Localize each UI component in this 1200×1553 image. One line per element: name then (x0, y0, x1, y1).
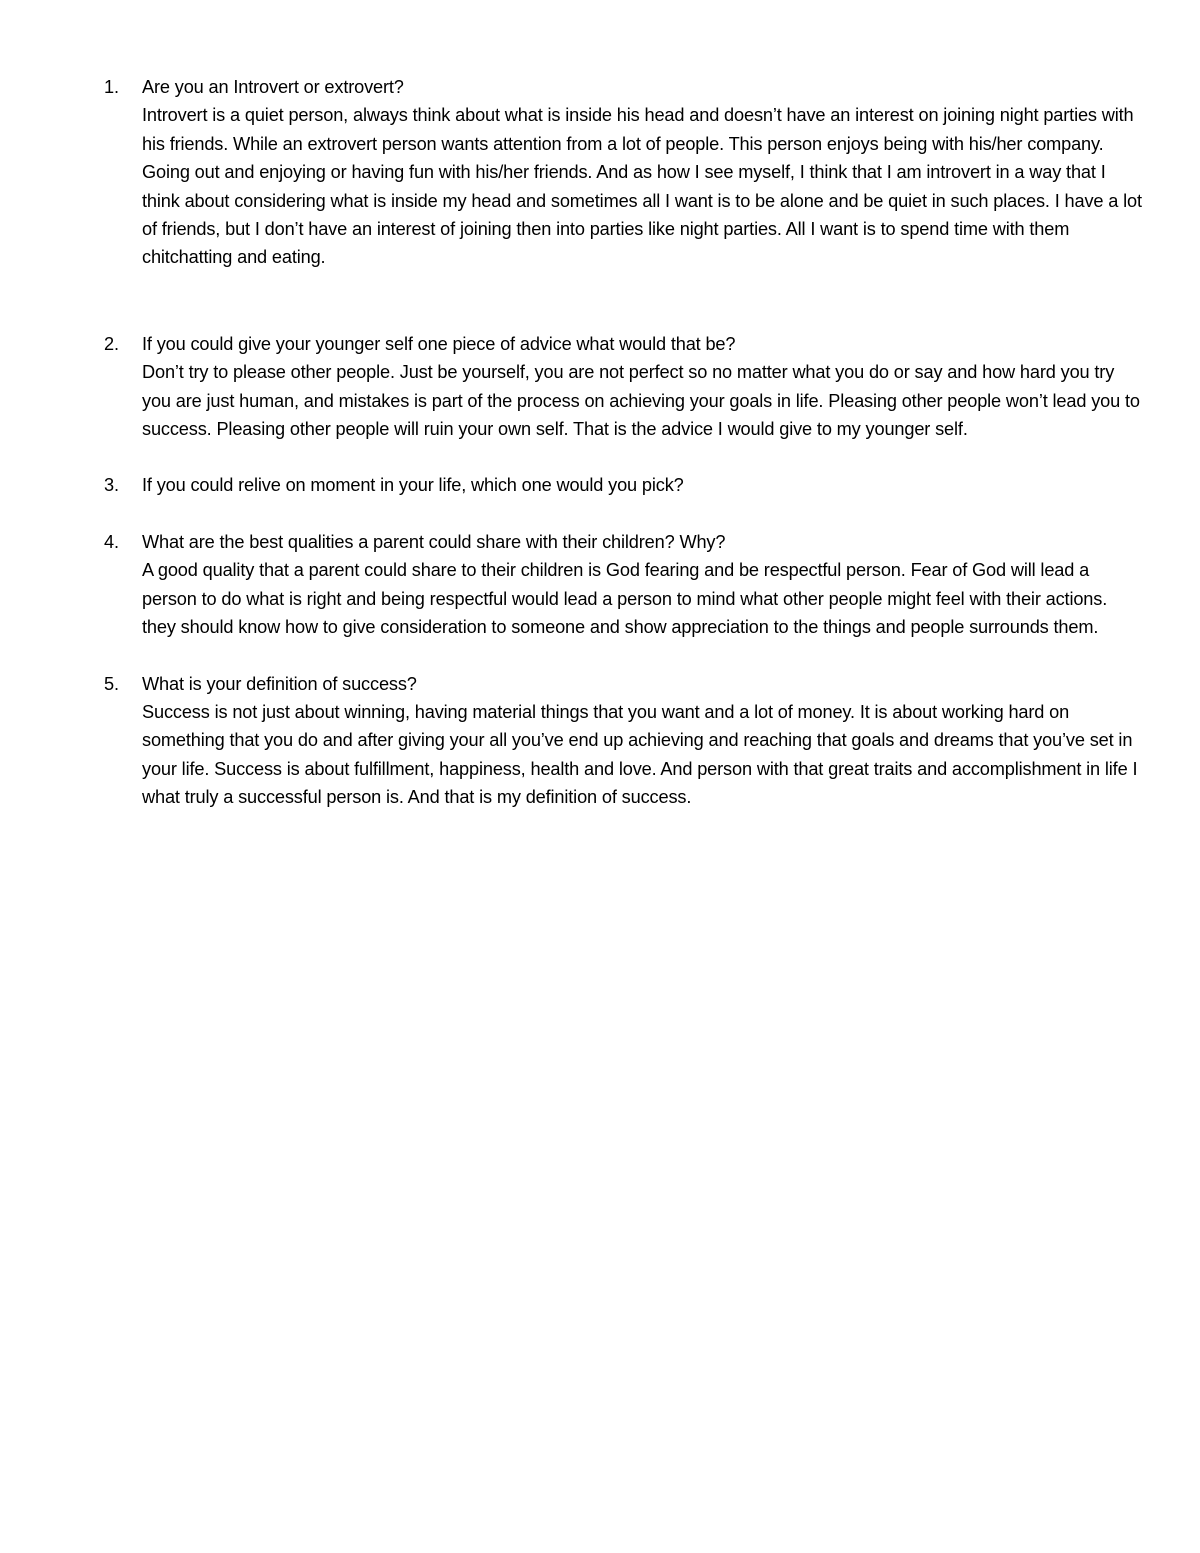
question-text: What is your definition of success? (142, 673, 417, 694)
question-text: If you could give your younger self one piece of advice what would that be? (142, 333, 736, 354)
list-item (104, 471, 1144, 499)
question-number: 2. (104, 333, 119, 354)
question-list (104, 73, 1144, 812)
question-body (142, 528, 1144, 642)
question-number: 1. (104, 77, 119, 97)
question-number: 3. (104, 475, 119, 496)
answer-text: Don’t try to please other people. Just be yourself, you are not perfect so no matter what you do or say and how hard you try you are just human, and mistakes is part of the process on achieving your goals in life. Pleasing other people won’t lead you to success. Pleasing other people will ruin your own self. That is the advice I would give to my younger self. (142, 362, 1140, 440)
list-item (104, 330, 1144, 444)
list-item (104, 670, 1144, 812)
spacer (104, 500, 1144, 528)
question-text: Are you an Introvert or extrovert? (142, 77, 404, 97)
answer-text: A good quality that a parent could share to their children is God fearing and be respectful person. Fear of God will lead a person to do what is right and being respectful would lead a person to mind what other people might feel with their actions. they should know how to give consideration to someone and show appreciation to the things and people surrounds them. (142, 560, 1108, 638)
answer-text: Introvert is a quiet person, always think about what is inside his head and doesn’t have an interest on joining night parties with his friends. While an extrovert person wants attention from a lot of people. This person enjoys being with his/her company. Going out and enjoying or having fun with his/her friends. And as how I see myself, I think that I am introvert in a way that I think about considering what is inside my head and sometimes all I want is to be alone and be quiet in such places. I have a lot of friends, but I don’t have an interest of joining then into parties like night parties. All I want is to spend time with them chitchatting and eating. (142, 105, 1142, 268)
question-number: 5. (104, 673, 119, 694)
spacer (104, 443, 1144, 471)
question-body (142, 330, 1144, 444)
question-number: 4. (104, 531, 119, 552)
answer-text: Success is not just about winning, having material things that you want and a lot of money. It is about working hard on something that you do and after giving your all you’ve end up achieving and reaching that goals and dreams that you’ve set in your life. Success is about fulfillment, happiness, health and love. And person with that great traits and accomplishment in life I what truly a successful person is. And that is my definition of success. (142, 701, 1138, 808)
list-item (104, 73, 1144, 272)
question-body (142, 670, 1144, 812)
spacer (104, 272, 1144, 330)
list-item (104, 528, 1144, 642)
question-body (142, 73, 1144, 272)
question-text: If you could relive on moment in your life, which one would you pick? (142, 475, 684, 496)
question-text: What are the best qualities a parent could share with their children? Why? (142, 531, 726, 552)
question-body (142, 471, 1144, 499)
spacer (104, 642, 1144, 670)
